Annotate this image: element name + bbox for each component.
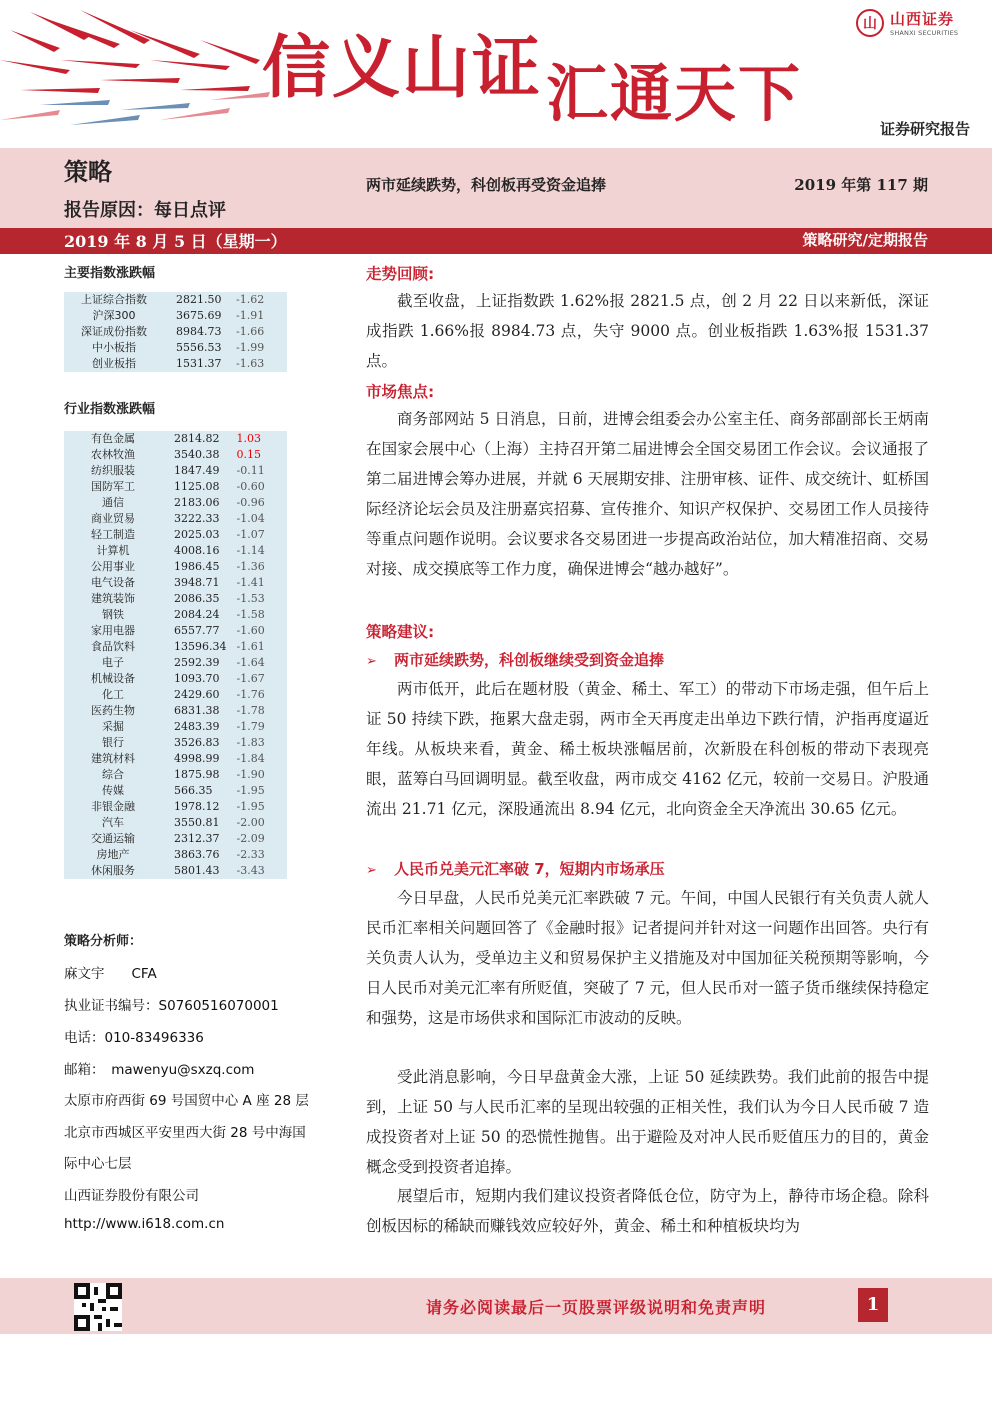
table-row: [64, 831, 287, 847]
index-name: 医药生物: [91, 704, 135, 717]
advice-subheading-2-text: 人民币兑美元汇率破 7，短期内市场承压: [394, 860, 665, 878]
header-banner: [0, 0, 992, 148]
slogan-part-a: 信义山证: [262, 28, 543, 108]
table-row: [64, 356, 287, 372]
slogan-part-b: 汇通天下: [546, 57, 803, 130]
logo-en: SHANXI SECURITIES: [890, 29, 959, 37]
index-name: 农林牧渔: [91, 448, 135, 461]
index-change: -0.11: [236, 464, 265, 477]
index-name: 建筑装饰: [91, 592, 135, 605]
index-value: 1531.37: [176, 357, 222, 370]
index-value: 2312.37: [174, 832, 220, 845]
index-value: 3948.71: [174, 576, 220, 589]
advice-subheading-1-text: 两市延续跌势，科创板继续受到资金追捧: [394, 651, 665, 669]
table-row: [64, 559, 287, 575]
advice-text-2: 今日早盘，人民币兑美元汇率跌破 7 元。午间，中国人民银行有关负责人就人民币汇率相关问题回答了《金融时报》记者提问并针对这一问题作出回答。央行有关负责人认为，受单边主义和贸易保护主义措施及对中国加征关税预期等影响，今日人民币对美元汇率有所贬值，突破了 7 元，但人民币对一篮子货币继续保持稳定和强势，这是市场供求和国际汇市波动的反映。: [366, 889, 929, 1027]
index-change: -1.07: [236, 528, 265, 541]
table-row: [64, 687, 287, 703]
table-row: [64, 655, 287, 671]
index-name: 上证综合指数: [81, 293, 147, 306]
company-logo: [856, 8, 958, 37]
index-name: 房地产: [96, 848, 130, 861]
arrows-decoration: [0, 0, 300, 148]
table-row: [64, 447, 287, 463]
advice-text-3: 受此消息影响，今日早盘黄金大涨，上证 50 延续跌势。我们此前的报告中提到，上证 50 与人民币汇率的呈现出较强的正相关性，我们认为今日人民币破 7 造成投资者对上证 50 的恐慌性抛售。出于避险及对冲人民币贬值压力的目的，黄金概念受到投资者追捧。: [366, 1068, 929, 1176]
index-name: 轻工制造: [91, 528, 135, 541]
slogan: [262, 14, 803, 130]
index-value: 3675.69: [176, 309, 222, 322]
table-row: [64, 767, 287, 783]
index-value: 2592.39: [174, 656, 220, 669]
index-change: -2.00: [236, 816, 265, 829]
index-name: 有色金属: [91, 432, 135, 445]
index-value: 6831.38: [174, 704, 220, 717]
table-row: [64, 495, 287, 511]
table-row: [64, 340, 287, 356]
index-name: 沪深300: [92, 309, 136, 322]
table-row: [64, 479, 287, 495]
index-name: 交通运输: [91, 832, 135, 845]
index-name: 传媒: [102, 784, 124, 797]
section-focus-text: 商务部网站 5 日消息，日前，进博会组委会办公室主任、商务部副部长王炳南在国家会展中心（上海）主持召开第二届进博会全国交易团工作会议。会议通报了第二届进博会筹办进展，并就 6 天展期安排、注册审核、证件、成交统计、虹桥国际经济论坛会员及注册嘉宾招募、宣传推介、知识产权保护、交易团工作人员接待等重点问题作说明。会议要求各交易团进一步提高政治站位，加大精准招商、交易对接、成交摸底等工作力度，确保进博会“越办越好”。: [366, 410, 929, 578]
index-change: -1.83: [236, 736, 265, 749]
major-index-title: 主要指数涨跌幅: [64, 266, 156, 281]
table-row: [64, 607, 287, 623]
index-name: 非银金融: [91, 800, 135, 813]
index-name: 中小板指: [92, 341, 136, 354]
index-change: -1.84: [236, 752, 265, 765]
index-value: 1986.45: [174, 560, 220, 573]
table-row: [64, 671, 287, 687]
index-change: -0.96: [236, 496, 265, 509]
index-change: -1.41: [236, 576, 265, 589]
table-row: [64, 735, 287, 751]
table-row: [64, 863, 287, 879]
index-change: 1.03: [236, 432, 261, 445]
arrow-icon: ➢: [366, 654, 377, 669]
report-title: 两市延续跌势，科创板再受资金追捧: [366, 176, 607, 194]
disclaimer: 请务必阅读最后一页股票评级说明和免责声明: [426, 1298, 767, 1317]
index-value: 2183.06: [174, 496, 220, 509]
index-change: -3.43: [236, 864, 265, 877]
email: 邮箱： mawenyu@sxzq.com: [64, 1062, 255, 1078]
index-change: -1.95: [236, 784, 265, 797]
qr-code-icon[interactable]: [74, 1283, 122, 1331]
license-number: 执业证书编号：S0760516070001: [64, 998, 279, 1014]
index-change: -1.64: [236, 656, 265, 669]
company-name: 山西证券股份有限公司: [64, 1188, 199, 1204]
table-row: [64, 575, 287, 591]
index-value: 13596.34: [174, 640, 227, 653]
logo-cn: 山西证券: [890, 10, 955, 28]
index-value: 1875.98: [174, 768, 220, 781]
index-change: -1.62: [236, 293, 265, 306]
index-change: -1.95: [236, 800, 265, 813]
index-name: 国防军工: [91, 480, 135, 493]
index-value: 5556.53: [176, 341, 222, 354]
index-name: 计算机: [96, 544, 130, 557]
company-website[interactable]: http://www.i618.com.cn: [64, 1216, 225, 1232]
index-name: 汽车: [102, 816, 124, 829]
section-advice-title: 策略建议:: [366, 623, 435, 641]
table-row: [64, 719, 287, 735]
index-value: 2821.50: [176, 293, 222, 306]
index-change: -1.53: [236, 592, 265, 605]
index-value: 3550.81: [174, 816, 220, 829]
table-row: [64, 799, 287, 815]
index-change: -1.67: [236, 672, 265, 685]
index-value: 3222.33: [174, 512, 220, 525]
major-index-table: [64, 292, 287, 372]
index-value: 566.35: [174, 784, 213, 797]
index-change: -1.14: [236, 544, 265, 557]
index-value: 2429.60: [174, 688, 220, 701]
arrow-icon: ➢: [366, 863, 377, 878]
index-name: 电气设备: [91, 576, 135, 589]
index-change: -2.09: [236, 832, 265, 845]
index-name: 采掘: [102, 720, 124, 733]
table-row: [64, 527, 287, 543]
index-name: 公用事业: [91, 560, 135, 573]
analyst-name: 麻文宇 CFA: [64, 966, 157, 982]
industry-index-table: [64, 431, 287, 879]
advice-text-4: 展望后市，短期内我们建议投资者降低仓位，防守为上，静待市场企稳。除科创板因标的稀缺而赚钱效应较好外，黄金、稀土和种植板块均为: [366, 1187, 929, 1235]
page-number: 1: [858, 1288, 888, 1322]
index-change: -1.60: [236, 624, 265, 637]
index-change: -1.99: [236, 341, 265, 354]
index-change: -1.76: [236, 688, 265, 701]
index-change: -1.58: [236, 608, 265, 621]
index-value: 2814.82: [174, 432, 220, 445]
index-name: 深证成份指数: [81, 325, 147, 338]
index-value: 3540.38: [174, 448, 220, 461]
index-name: 建筑材料: [91, 752, 135, 765]
table-row: [64, 463, 287, 479]
index-name: 机械设备: [91, 672, 135, 685]
address-taiyuan: 太原市府西街 69 号国贸中心 A 座 28 层: [64, 1093, 309, 1109]
index-name: 钢铁: [102, 608, 124, 621]
table-row: [64, 751, 287, 767]
index-change: -1.66: [236, 325, 265, 338]
address-beijing-1: 北京市西城区平安里西大街 28 号中海国: [64, 1125, 306, 1141]
table-row: [64, 431, 287, 447]
table-row: [64, 815, 287, 831]
index-value: 2483.39: [174, 720, 220, 733]
table-row: [64, 292, 287, 308]
table-row: [64, 623, 287, 639]
index-change: -1.04: [236, 512, 265, 525]
index-value: 2084.24: [174, 608, 220, 621]
issue-number: 2019 年第 117 期: [794, 176, 928, 194]
report-kind: 策略研究/定期报告: [802, 231, 928, 249]
index-name: 通信: [102, 496, 124, 509]
index-name: 休闲服务: [91, 864, 135, 877]
report-date: 2019 年 8 月 5 日（星期一）: [64, 232, 287, 251]
table-row: [64, 324, 287, 340]
index-change: -1.61: [236, 640, 265, 653]
advice-subheading-1: [366, 649, 929, 670]
index-change: -1.36: [236, 560, 265, 573]
index-name: 食品饮料: [91, 640, 135, 653]
index-name: 创业板指: [92, 357, 136, 370]
index-value: 1093.70: [174, 672, 220, 685]
index-value: 1847.49: [174, 464, 220, 477]
table-row: [64, 639, 287, 655]
advice-text-1: 两市低开，此后在题材股（黄金、稀土、军工）的带动下市场走强，但午后上证 50 持续下跌，拖累大盘走弱，两市全天再度走出单边下跌行情，沪指再度逼近年线。从板块来看，黄金、稀土板块涨幅居前，次新股在科创板的带动下表现亮眼，蓝筹白马回调明显。截至收盘，两市成交 4162 亿元，较前一交易日。沪股通流出 21.71 亿元，深股通流出 8.94 亿元，北向资金全天净流出 30.65 亿元。: [366, 680, 929, 818]
advice-subheading-2: [366, 858, 929, 879]
index-value: 6557.77: [174, 624, 220, 637]
index-value: 3526.83: [174, 736, 220, 749]
section-focus-title: 市场焦点:: [366, 383, 435, 401]
index-value: 2025.03: [174, 528, 220, 541]
industry-index-title: 行业指数涨跌幅: [64, 402, 156, 417]
section-review-text: 截至收盘，上证指数跌 1.62%报 2821.5 点，创 2 月 22 日以来新低，深证成指跌 1.66%报 8984.73 点，失守 9000 点。创业板指跌 1.63%报 1531.37 点。: [366, 292, 929, 370]
table-row: [64, 783, 287, 799]
table-row: [64, 308, 287, 324]
index-value: 4998.99: [174, 752, 220, 765]
table-row: [64, 543, 287, 559]
report-type: 证券研究报告: [879, 120, 970, 138]
index-value: 1978.12: [174, 800, 220, 813]
index-name: 化工: [102, 688, 124, 701]
logo-icon: 山: [856, 9, 884, 37]
report-reason: 报告原因：每日点评: [64, 200, 226, 221]
index-change: -0.60: [236, 480, 265, 493]
index-name: 综合: [102, 768, 124, 781]
index-change: -1.79: [236, 720, 265, 733]
phone: 电话：010-83496336: [64, 1030, 204, 1046]
table-row: [64, 703, 287, 719]
table-row: [64, 591, 287, 607]
index-change: 0.15: [236, 448, 261, 461]
index-change: -2.33: [236, 848, 265, 861]
index-change: -1.90: [236, 768, 265, 781]
index-value: 5801.43: [174, 864, 220, 877]
index-name: 纺织服装: [91, 464, 135, 477]
index-name: 电子: [102, 656, 124, 669]
index-name: 商业贸易: [91, 512, 135, 525]
analyst-title: 策略分析师：: [64, 934, 143, 949]
index-value: 3863.76: [174, 848, 220, 861]
table-row: [64, 847, 287, 863]
section-review-title: 走势回顾:: [366, 265, 435, 283]
index-change: -1.91: [236, 309, 265, 322]
index-value: 1125.08: [174, 480, 220, 493]
index-change: -1.78: [236, 704, 265, 717]
table-row: [64, 511, 287, 527]
index-value: 8984.73: [176, 325, 222, 338]
index-name: 银行: [102, 736, 124, 749]
index-value: 2086.35: [174, 592, 220, 605]
category: 策略: [64, 158, 112, 186]
address-beijing-2: 际中心七层: [64, 1156, 132, 1172]
index-name: 家用电器: [91, 624, 135, 637]
index-value: 4008.16: [174, 544, 220, 557]
index-change: -1.63: [236, 357, 265, 370]
